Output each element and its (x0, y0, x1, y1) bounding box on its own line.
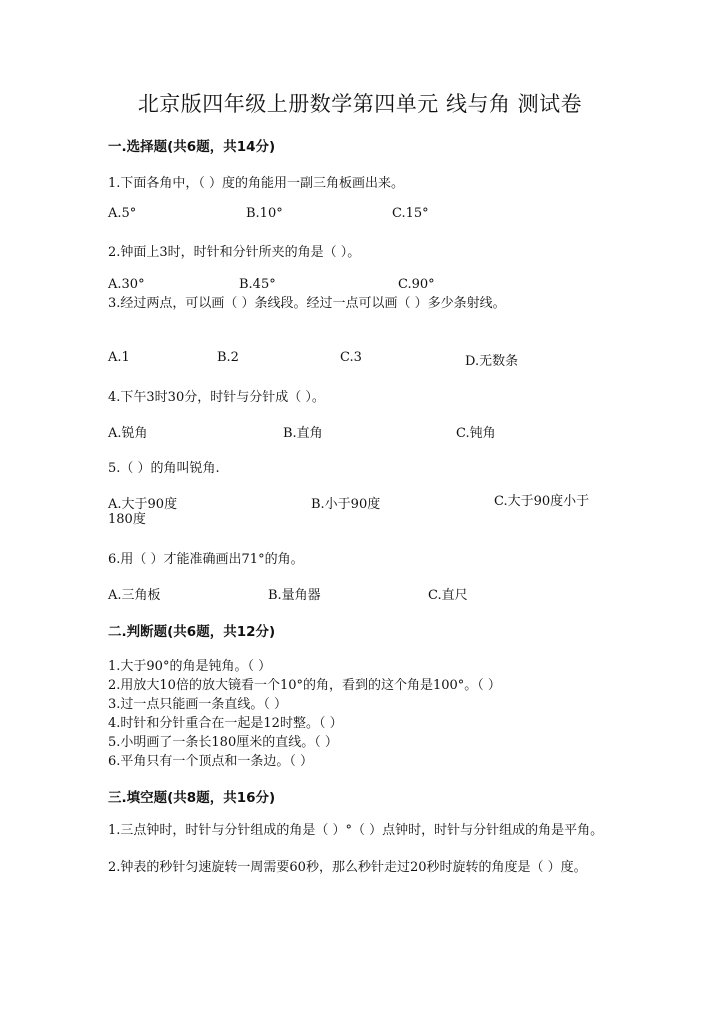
s1-q4-option-a: A.锐角 (108, 426, 148, 441)
s1-q5-option-c: C.大于90度小于180度 (108, 494, 590, 527)
s2-item-2: 2.用放大10倍的放大镜看一个10°的角，看到的这个角是100°。（ ） (108, 678, 501, 693)
s2-item-3: 3.过一点只能画一条直线。（ ） (108, 697, 288, 712)
s3-q2-text: 2.钟表的秒针匀速旋转一周需要60秒，那么秒针走过20秒时旋转的角度是（ ）度。 (108, 860, 587, 875)
section3-heading: 三.填空题(共8题，共16分) (108, 790, 276, 806)
s1-q1-option-c: C.15° (392, 206, 429, 221)
s1-q2-option-a: A.30° (108, 277, 145, 292)
s1-q3-option-c: C.3 (340, 350, 362, 365)
s2-item-4: 4.时针和分针重合在一起是12时整。（ ） (108, 716, 343, 731)
s1-q5-option-a: A.大于90度 (108, 497, 178, 512)
s3-q1-text: 1.三点钟时，时针与分针组成的角是（ ）°（ ）点钟时，时针与分针组成的角是平角。 (108, 823, 604, 838)
s2-item-5: 5.小明画了一条长180厘米的直线。（ ） (108, 735, 338, 750)
s1-q2-option-c: C.90° (398, 277, 435, 292)
s1-q4-option-b: B.直角 (283, 426, 323, 441)
s1-q4-text: 4.下午3时30分，时针与分针成（ ）。 (108, 390, 325, 405)
section1-heading: 一.选择题(共6题，共14分) (108, 139, 276, 155)
s1-q5-text: 5.（ ）的角叫锐角. (108, 461, 220, 476)
s2-item-1: 1.大于90°的角是钝角。（ ） (108, 659, 272, 674)
s1-q6-option-c: C.直尺 (428, 588, 468, 603)
s1-q5-option-b: B.小于90度 (311, 497, 381, 512)
s1-q3-option-a: A.1 (108, 350, 130, 365)
s1-q1-option-b: B.10° (246, 206, 283, 221)
s1-q6-option-b: B.量角器 (268, 588, 321, 603)
s1-q2-text: 2.钟面上3时，时针和分针所夹的角是（ ）。 (108, 245, 361, 260)
page-title: 北京版四年级上册数学第四单元 线与角 测试卷 (137, 92, 583, 116)
s1-q3-option-d: D.无数条 (465, 354, 519, 369)
s1-q6-text: 6.用（ ）才能准确画出71°的角。 (108, 552, 304, 567)
s1-q4-option-c: C.钝角 (456, 426, 496, 441)
s1-q3-text: 3.经过两点，可以画（ ）条线段。经过一点可以画（ ）多少条射线。 (108, 296, 506, 311)
s1-q1-option-a: A.5° (108, 206, 137, 221)
s1-q1-text: 1.下面各角中，（ ）度的角能用一副三角板画出来。 (108, 176, 405, 191)
s1-q6-option-a: A.三角板 (108, 588, 161, 603)
s2-item-6: 6.平角只有一个顶点和一条边。（ ） (108, 754, 314, 769)
s1-q3-option-b: B.2 (217, 350, 239, 365)
section2-heading: 二.判断题(共6题，共12分) (108, 624, 276, 640)
s1-q2-option-b: B.45° (239, 277, 276, 292)
